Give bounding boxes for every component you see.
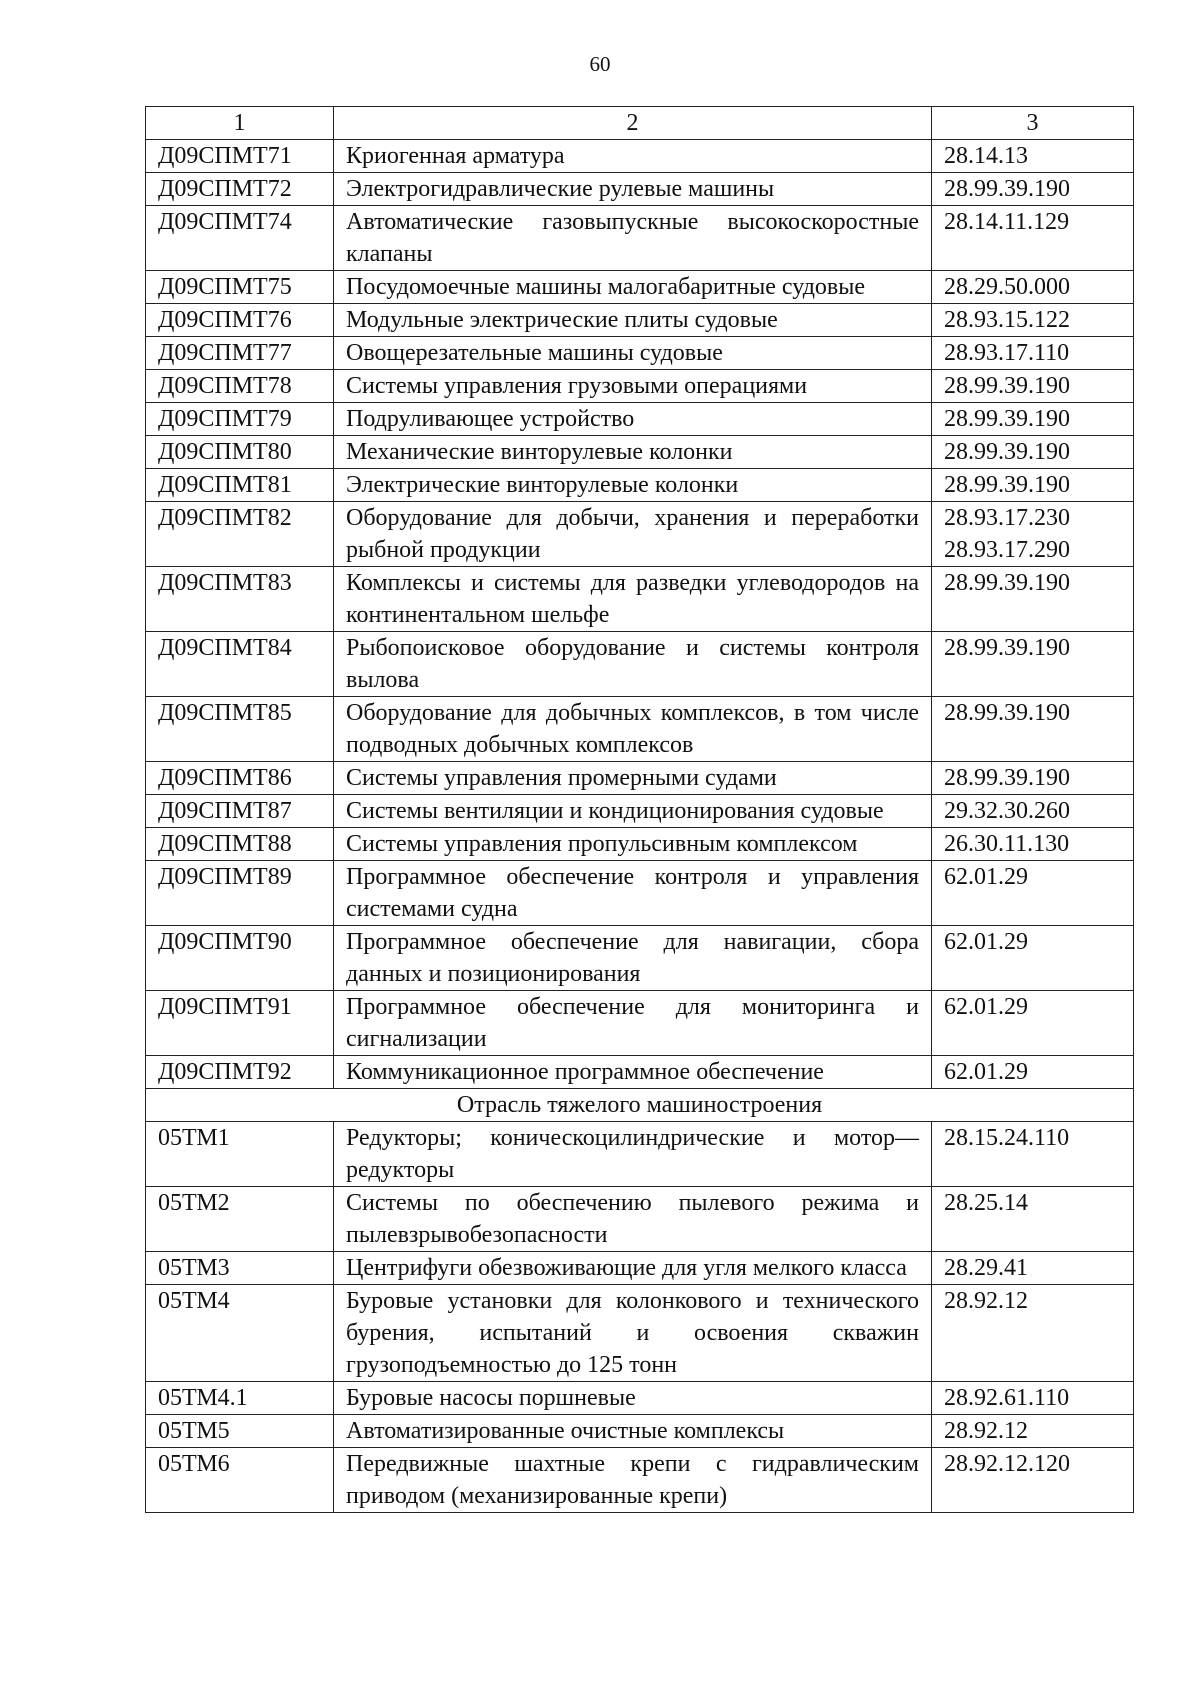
okpd-cell (932, 795, 1134, 828)
okpd-cell (932, 436, 1134, 469)
name-cell: Системы по обеспечению пылевого режима и пылевзрывобезопасности (334, 1187, 932, 1252)
code-cell: 05ТМ6 (146, 1448, 334, 1513)
section-title: Отрасль тяжелого машиностроения (146, 1089, 1134, 1122)
okpd-cell (932, 206, 1134, 271)
header-cell-okpd: 3 (932, 107, 1134, 140)
okpd-code: 28.29.41 (944, 1255, 1028, 1281)
name-cell: Подруливающее устройство (334, 403, 932, 436)
okpd-cell (932, 1056, 1134, 1089)
okpd-code: 28.99.39.190 (944, 406, 1070, 432)
header-cell-name: 2 (334, 107, 932, 140)
table-row (146, 762, 1134, 795)
name-cell: Системы управления грузовыми операциями (334, 370, 932, 403)
okpd-cell (932, 173, 1134, 206)
code-cell: Д09СПМТ90 (146, 926, 334, 991)
table-row (146, 926, 1134, 991)
code-cell: Д09СПМТ74 (146, 206, 334, 271)
products-table (145, 106, 1134, 1513)
name-cell: Оборудование для добычи, хранения и переработки рыбной продукции (334, 502, 932, 567)
name-cell: Механические винторулевые колонки (334, 436, 932, 469)
table-row (146, 206, 1134, 271)
table-row (146, 1122, 1134, 1187)
okpd-code: 28.99.39.190 (944, 373, 1070, 399)
okpd-code: 28.14.11.129 (944, 209, 1070, 235)
name-cell: Буровые насосы поршневые (334, 1382, 932, 1415)
table-row (146, 1415, 1134, 1448)
table-row (146, 337, 1134, 370)
table-row (146, 1252, 1134, 1285)
okpd-code: 28.93.17.110 (944, 340, 1070, 366)
okpd-code: 28.15.24.110 (944, 1125, 1070, 1151)
okpd-code: 62.01.29 (944, 929, 1028, 955)
code-cell: 05ТМ4 (146, 1285, 334, 1382)
code-cell: Д09СПМТ81 (146, 469, 334, 502)
okpd-cell (932, 1187, 1134, 1252)
okpd-code: 28.25.14 (944, 1190, 1028, 1216)
okpd-cell (932, 1252, 1134, 1285)
okpd-cell (932, 370, 1134, 403)
okpd-cell (932, 1382, 1134, 1415)
table-row (146, 1448, 1134, 1513)
table-row (146, 271, 1134, 304)
code-cell: Д09СПМТ86 (146, 762, 334, 795)
name-cell: Криогенная арматура (334, 140, 932, 173)
okpd-cell (932, 1448, 1134, 1513)
table-row (146, 1285, 1134, 1382)
table-row (146, 697, 1134, 762)
code-cell: Д09СПМТ78 (146, 370, 334, 403)
okpd-code: 28.99.39.190 (944, 570, 1070, 596)
code-cell: Д09СПМТ88 (146, 828, 334, 861)
okpd-code: 29.32.30.260 (944, 798, 1070, 824)
okpd-code: 28.93.17.290 (944, 537, 1070, 563)
okpd-cell (932, 304, 1134, 337)
table-row (146, 173, 1134, 206)
code-cell: 05ТМ3 (146, 1252, 334, 1285)
table-row (146, 436, 1134, 469)
okpd-code: 28.14.13 (944, 143, 1028, 169)
okpd-code: 62.01.29 (944, 864, 1028, 890)
header-cell-code: 1 (146, 107, 334, 140)
name-cell: Буровые установки для колонкового и технического бурения, испытаний и освоения скважин грузоподъемностью до 125 тонн (334, 1285, 932, 1382)
name-cell: Центрифуги обезвоживающие для угля мелкого класса (334, 1252, 932, 1285)
code-cell: Д09СПМТ89 (146, 861, 334, 926)
okpd-cell (932, 861, 1134, 926)
name-cell: Модульные электрические плиты судовые (334, 304, 932, 337)
table-row (146, 403, 1134, 436)
okpd-code: 28.99.39.190 (944, 472, 1070, 498)
okpd-code: 28.93.17.230 (944, 505, 1070, 531)
name-cell: Системы управления пропульсивным комплексом (334, 828, 932, 861)
okpd-cell (932, 1122, 1134, 1187)
section-row (146, 1089, 1134, 1122)
table-body (146, 107, 1134, 1513)
code-cell: 05ТМ5 (146, 1415, 334, 1448)
name-cell: Программное обеспечение для навигации, сбора данных и позиционирования (334, 926, 932, 991)
code-cell: Д09СПМТ75 (146, 271, 334, 304)
table-row (146, 632, 1134, 697)
okpd-cell (932, 271, 1134, 304)
code-cell: Д09СПМТ72 (146, 173, 334, 206)
name-cell: Оборудование для добычных комплексов, в том числе подводных добычных комплексов (334, 697, 932, 762)
table-row (146, 1056, 1134, 1089)
table-row (146, 304, 1134, 337)
code-cell: Д09СПМТ79 (146, 403, 334, 436)
okpd-code: 28.99.39.190 (944, 439, 1070, 465)
table-row (146, 567, 1134, 632)
okpd-cell (932, 632, 1134, 697)
table-row (146, 370, 1134, 403)
name-cell: Посудомоечные машины малогабаритные судовые (334, 271, 932, 304)
code-cell: Д09СПМТ84 (146, 632, 334, 697)
name-cell: Программное обеспечение контроля и управления системами судна (334, 861, 932, 926)
okpd-cell (932, 926, 1134, 991)
code-cell: Д09СПМТ82 (146, 502, 334, 567)
okpd-cell (932, 403, 1134, 436)
okpd-cell (932, 991, 1134, 1056)
table-row (146, 469, 1134, 502)
code-cell: Д09СПМТ80 (146, 436, 334, 469)
code-cell: Д09СПМТ92 (146, 1056, 334, 1089)
table-row (146, 1382, 1134, 1415)
table-row (146, 795, 1134, 828)
okpd-cell (932, 502, 1134, 567)
code-cell: Д09СПМТ85 (146, 697, 334, 762)
okpd-code: 28.99.39.190 (944, 635, 1070, 661)
code-cell: 05ТМ1 (146, 1122, 334, 1187)
name-cell: Электрические винторулевые колонки (334, 469, 932, 502)
code-cell: Д09СПМТ71 (146, 140, 334, 173)
name-cell: Автоматические газовыпускные высокоскоростные клапаны (334, 206, 932, 271)
name-cell: Овощерезательные машины судовые (334, 337, 932, 370)
okpd-cell (932, 337, 1134, 370)
okpd-code: 28.99.39.190 (944, 176, 1070, 202)
okpd-code: 26.30.11.130 (944, 831, 1070, 857)
okpd-cell (932, 1285, 1134, 1382)
name-cell: Программное обеспечение для мониторинга и сигнализации (334, 991, 932, 1056)
okpd-code: 28.92.61.110 (944, 1385, 1070, 1411)
okpd-cell (932, 828, 1134, 861)
name-cell: Системы управления промерными судами (334, 762, 932, 795)
code-cell: Д09СПМТ87 (146, 795, 334, 828)
code-cell: 05ТМ4.1 (146, 1382, 334, 1415)
okpd-code: 28.93.15.122 (944, 307, 1070, 333)
table-row (146, 991, 1134, 1056)
name-cell: Рыбопоисковое оборудование и системы контроля вылова (334, 632, 932, 697)
code-cell: Д09СПМТ76 (146, 304, 334, 337)
okpd-code: 28.92.12 (944, 1288, 1028, 1314)
name-cell: Системы вентиляции и кондиционирования судовые (334, 795, 932, 828)
table-row (146, 502, 1134, 567)
table-row (146, 140, 1134, 173)
code-cell: Д09СПМТ83 (146, 567, 334, 632)
okpd-cell (932, 567, 1134, 632)
code-cell: Д09СПМТ91 (146, 991, 334, 1056)
name-cell: Редукторы; коническоцилиндрические и мотор—редукторы (334, 1122, 932, 1187)
okpd-code: 62.01.29 (944, 994, 1028, 1020)
okpd-code: 28.29.50.000 (944, 274, 1070, 300)
okpd-code: 62.01.29 (944, 1059, 1028, 1085)
okpd-cell (932, 140, 1134, 173)
table-header-row (146, 107, 1134, 140)
okpd-cell (932, 1415, 1134, 1448)
name-cell: Комплексы и системы для разведки углеводородов на континентальном шельфе (334, 567, 932, 632)
okpd-code: 28.99.39.190 (944, 765, 1070, 791)
table-row (146, 1187, 1134, 1252)
okpd-cell (932, 697, 1134, 762)
page-number: 60 (589, 52, 611, 76)
okpd-code: 28.92.12 (944, 1418, 1028, 1444)
okpd-code: 28.92.12.120 (944, 1451, 1070, 1477)
name-cell: Передвижные шахтные крепи с гидравлическим приводом (механизированные крепи) (334, 1448, 932, 1513)
name-cell: Коммуникационное программное обеспечение (334, 1056, 932, 1089)
code-cell: Д09СПМТ77 (146, 337, 334, 370)
table-row (146, 828, 1134, 861)
okpd-code: 28.99.39.190 (944, 700, 1070, 726)
name-cell: Электрогидравлические рулевые машины (334, 173, 932, 206)
table-row (146, 861, 1134, 926)
name-cell: Автоматизированные очистные комплексы (334, 1415, 932, 1448)
okpd-cell (932, 469, 1134, 502)
okpd-cell (932, 762, 1134, 795)
code-cell: 05ТМ2 (146, 1187, 334, 1252)
